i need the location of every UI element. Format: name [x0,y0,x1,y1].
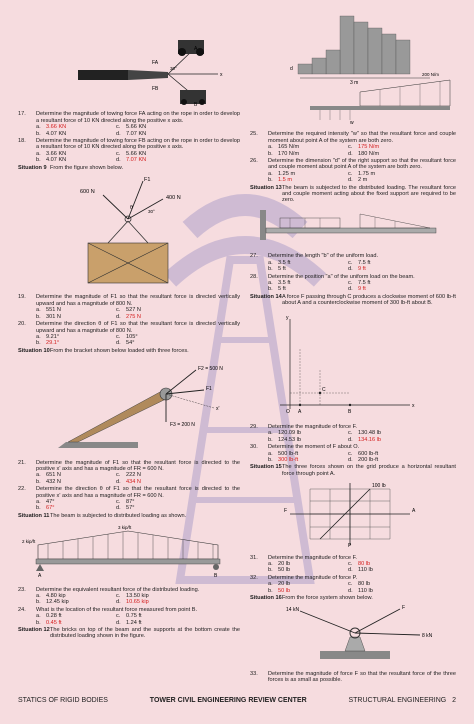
question-25: 25. Determine the required intensity "w" so that the resultant force and couple moment about point A of the system are both zero. [250,131,456,144]
label-d: d [290,66,293,72]
footer-right: STRUCTURAL ENGINEERING 2 [348,697,456,704]
question-19: 19. Determine the magnitude of F1 so that the resultant force is directed vertically upward and has a magnitude of 800 N. [18,294,240,307]
question-20: 20. Determine the direction θ of F1 so that the resultant force is directed vertically upward and has a magnitude of 800 N. [18,321,240,334]
label-xprime: x' [216,406,220,413]
label-peak-load: 3 kip/ft [118,525,132,531]
question-29: 29. Determine the magnitude of force F. [250,423,357,430]
label-f3: F3 = 200 N [170,422,195,429]
svg-text:FA: FA [152,60,159,66]
svg-text:30°: 30° [170,66,177,71]
question-18: 18. Determine the magnitude of towing force FB acting on the rope in order to develop a resultant force of 10 KN directed along the positive x axis. [18,138,240,151]
figure-cantilever-load [250,206,456,248]
label-b: B [214,573,218,580]
question-17: 17. Determine the magnitude of towing force FA acting on the rope in order to develop a resultant force of 10 KN directed along the positive x axis. [18,111,240,124]
options-30: a. 500 lb-ft c. 600 lb-ft b. 300 lb-ft d. 200 lb-ft [268,450,379,463]
label-f1: F1 [144,177,151,184]
options-18: a. 3.66 KN c. 5.66 KN b. 4.07 KN d. 7.07 KN [36,150,147,164]
label-theta: θ [130,205,133,212]
label-100lb: 100 lb [372,483,386,490]
label-a-grid: A [412,508,416,515]
figure-bracket-forces [18,356,240,454]
label-y-axis: y [286,314,289,321]
figure-distributed-beam [18,521,240,581]
label-a-point: A [298,408,302,415]
options-32: a. 20 lb c. 80 lb b. 50 lb d. 110 lb [268,581,373,594]
right-column [250,8,456,684]
options-31: a. 20 lb c. 80 lb b. 50 lb d. 110 lb [268,561,373,574]
label-c-point: C [322,386,326,393]
options-22: a. 47° c. 87° b. 67° d. 57° [36,498,135,512]
label-f-grid: F [284,508,288,515]
options-23: a. 4.80 kip c. 13.50 kip b. 12.45 kip d. 10.65 kip [36,593,149,606]
figure-eyebolt-forces [250,603,456,665]
situation-14: Situation 14 A force F passing through C produces a clockwise moment of 600 lb-ft about A and a counterclockwise moment of 300 lb-ft about B. [250,293,456,307]
options-29: a. 120.09 lb c. 130.48 lb b. 124.53 lb d. 134.16 lb [268,430,382,443]
question-21: 21. Determine the magnitude of F1 so that the resultant force is directed to the positive x' axis and has a magnitude of FR = 600 N. [18,459,240,472]
question-28: 28. Determine the position "a" of the uniform load on the beam. [250,273,415,280]
label-f2: F2 = 500 N [198,366,223,373]
situation-16: Situation 16 From the force system shown below. [250,595,373,602]
situation-9: Situation 9 From the figure shown below. [18,164,124,171]
label-a: A [38,573,42,580]
label-200nm: 200 N/m [422,72,440,77]
question-33: 33. Determine the magnitude of force F so that the resultant force of the three forces is as small as possible. [250,670,456,684]
options-26: a. 1.25 m c. 1.75 m b. 1.5 m d. 2 m [268,170,376,184]
question-27: 27. Determine the length "b" of the uniform load. [250,253,379,260]
question-23: 23. Determine the equivalent resultant force of the distributed loading. [18,586,200,593]
question-26: 26. Determine the dimension "d" of the right support so that the resultant force and couple moment about point A of the system are both zero. [250,158,456,171]
options-21: a. 651 N c. 222 N b. 432 N d. 434 N [36,472,141,485]
label-30deg: 30° [148,209,155,215]
figure-crate-forces [18,173,240,289]
options-24: a. 0.28 ft c. 0.75 ft b. 0.45 ft d. 1.24 ft [36,613,142,626]
question-24: 24. What is the location of the resultant force measured from point B. [18,606,198,613]
svg-text:x: x [220,72,223,78]
options-25: a. 165 N/m c. 175 N/m b. 170 N/m d. 180 N/m [268,144,380,157]
label-3m: 3 m [350,80,359,86]
svg-text:B: B [194,102,198,106]
situation-12: Situation 12 The bricks on top of the beam and the supports at the bottom create the distributed loading shown in the figure. [18,627,240,640]
left-column [18,8,240,640]
options-19: a. 551 N c. 527 N b. 301 N d. 275 N [36,307,141,320]
situation-15: Situation 15 The three forces shown on the grid produce a horizontal resultant force through point A. [250,464,456,477]
figure-grid-forces [250,479,456,549]
question-31: 31. Determine the magnitude of force F. [250,554,357,561]
footer-center: TOWER CIVIL ENGINEERING REVIEW CENTER [149,697,307,704]
situation-13: Situation 13 The beam is subjected to the distributed loading. The resultant force and couple moment acting about the fixed support are required to be zero. [250,184,456,204]
svg-text:A: A [194,46,198,52]
label-p-grid: P [348,543,352,550]
label-8kn: 8 kN [422,633,433,640]
footer-left: STATICS OF RIGID BODIES [18,697,108,704]
page-number: 2 [452,697,456,704]
label-w: w [350,120,354,126]
page-footer [18,697,456,704]
options-17: a. 3.66 KN c. 5.66 KN b. 4.07 KN d. 7.07 KN [36,124,147,137]
label-o: O [286,408,290,415]
question-22: 22. Determine the direction θ of F1 so that the resultant force is directed to the positive x' axis and has a magnitude of FR = 600 N. [18,486,240,499]
options-27: a. 3.5 ft c. 7.5 ft b. 5 ft d. 9 ft [268,259,371,273]
label-f-eyebolt: F [402,605,406,612]
question-30: 30. Determine the moment of F about O. [250,444,360,451]
options-20: a. 9.21° c. 105° b. 29.1° d. 54° [36,333,138,347]
label-14kn: 14 kN [286,607,300,614]
situation-10: Situation 10 From the bracket shown below loaded with three forces. [18,347,189,354]
figure-towing-boat [18,10,240,106]
label-x-axis: x [412,402,415,409]
question-32: 32. Determine the magnitude of force P. [250,574,358,581]
label-f1-bracket: F1 [206,386,212,393]
label-left-load: 2 kip/ft [22,539,36,545]
svg-text:FB: FB [152,86,159,92]
situation-11: Situation 11 The beam is subjected to distributed loading as shown. [18,512,187,519]
options-28: a. 3.5 ft c. 7.5 ft b. 5 ft d. 9 ft [268,279,371,293]
label-600n: 600 N [80,189,95,196]
figure-brick-beam [250,10,456,126]
label-b-point: B [348,408,352,415]
label-400n: 400 N [166,195,181,202]
figure-xy-points [250,309,456,419]
